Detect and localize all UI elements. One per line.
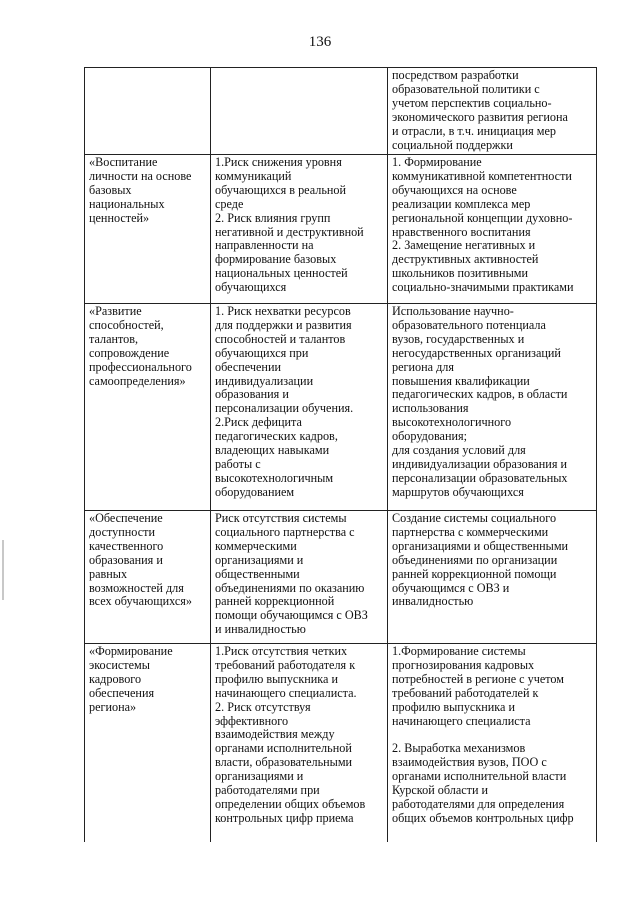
- measures-cell: Создание системы социального партнерства с коммерческими организациями и общественными объединениями по организации ранней коррекционной помощи обучающимся с ОВЗ и инвалидностью: [388, 511, 597, 644]
- page-number: 136: [308, 34, 332, 50]
- risks-cell: [211, 68, 388, 155]
- measures-cell: Использование научно- образовательного потенциала вузов, государственных и негосударственных организаций региона для повышения квалификации педагогических кадров, в области использования высокотехнологичного оборудования; для создания условий для индивидуализации образования и персонализации образовательных маршрутов обучающихся: [388, 304, 597, 511]
- risks-cell: 1.Риск отсутствия четких требований работодателя к профилю выпускника и начинающего специалиста. 2. Риск отсутствуя эффективного взаимодействия между органами исполнительной власти, образовательными организациями и работодателями при определении общих объемов контрольных цифр приема: [211, 644, 388, 842]
- table-row: [85, 511, 597, 644]
- direction-cell: «Развитие способностей, талантов, сопровождение профессионального самоопределения»: [85, 304, 211, 511]
- measures-cell: посредством разработки образовательной политики с учетом перспектив социально- экономического развития региона и отрасли, в т.ч. инициация мер социальной поддержки: [388, 68, 597, 155]
- table-row: [85, 304, 597, 511]
- direction-cell: «Воспитание личности на основе базовых национальных ценностей»: [85, 155, 211, 304]
- direction-cell: «Обеспечение доступности качественного образования и равных возможностей для всех обучающихся»: [85, 511, 211, 644]
- scan-edge-mark: [2, 540, 4, 600]
- direction-cell: [85, 68, 211, 155]
- risks-cell: 1.Риск снижения уровня коммуникаций обучающихся в реальной среде 2. Риск влияния групп негативной и деструктивной направленности на формирование базовых национальных ценностей обучающихся: [211, 155, 388, 304]
- risks-cell: Риск отсутствия системы социального партнерства с коммерческими организациями и общественными объединениями по оказанию ранней коррекционной помощи обучающимся с ОВЗ и инвалидностью: [211, 511, 388, 644]
- measures-cell: 1.Формирование системы прогнозирования кадровых потребностей в регионе с учетом требований работодателей к профилю выпускника и начинающего специалиста 2. Выработка механизмов взаимодействия вузов, ПОО с органами исполнительной власти Курской области и работодателями для определения общих объемов контрольных цифр: [388, 644, 597, 842]
- risks-measures-table: [84, 67, 597, 842]
- measures-cell: 1. Формирование коммуникативной компетентности обучающихся на основе реализации комплекса мер региональной концепции духовно- нравственного воспитания 2. Замещение негативных и деструктивных активностей школьников позитивными социально-значимыми практиками: [388, 155, 597, 304]
- risks-cell: 1. Риск нехватки ресурсов для поддержки и развития способностей и талантов обучающихся при обеспечении индивидуализации образования и персонализации обучения. 2.Риск дефицита педагогических кадров, владеющих навыками работы с высокотехнологичным оборудованием: [211, 304, 388, 511]
- direction-cell: «Формирование экосистемы кадрового обеспечения региона»: [85, 644, 211, 842]
- table-row: [85, 68, 597, 155]
- table-row: [85, 644, 597, 842]
- table-row: [85, 155, 597, 304]
